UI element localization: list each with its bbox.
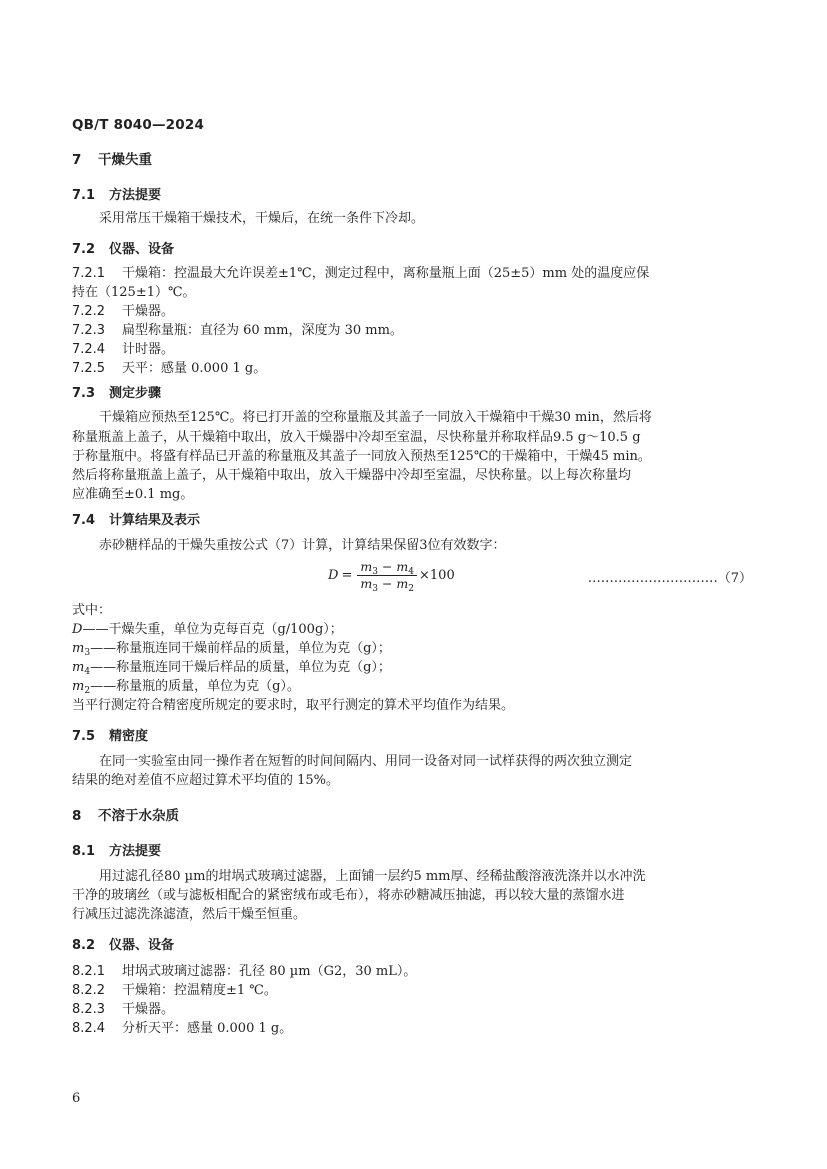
subsection-7-4-heading <box>72 511 752 531</box>
formula-symbol: m <box>396 575 409 591</box>
subsection-title: 计算结果及表示 <box>109 512 201 528</box>
subsection-title: 方法提要 <box>109 844 162 860</box>
clause-number: 8.2.1 <box>72 964 106 980</box>
formula-symbol: m <box>360 575 373 591</box>
section-7-heading <box>72 150 752 170</box>
subsection-number: 7.3 <box>72 386 96 402</box>
subsection-number: 7.2 <box>72 242 96 258</box>
definition-symbol: m <box>72 659 85 675</box>
standard-code: QB/T 8040—2024 <box>72 117 205 133</box>
clause-7-2-1 <box>72 264 752 283</box>
clause-text: 天平：感量 0.000 1 g。 <box>122 361 267 377</box>
subsection-7-5-heading <box>72 727 752 747</box>
paragraph-line: 在同一实验室由同一操作者在短暂的时间间隔内、用同一设备对同一试样获得的两次独立测定 <box>99 753 633 769</box>
definition-symbol: m <box>72 640 85 656</box>
subsection-number: 7.4 <box>72 512 96 528</box>
formula-block <box>72 557 752 597</box>
subscript: 2 <box>408 583 415 594</box>
clause-number: 7.2.3 <box>72 323 106 339</box>
definition-item <box>72 658 752 677</box>
definition-symbol: m <box>72 678 85 694</box>
definition-item <box>72 639 752 658</box>
clause-text: 干燥器。 <box>122 304 175 320</box>
formula-operator: − <box>381 558 393 574</box>
clause-text: 坩埚式玻璃过滤器：孔径 80 µm（G2，30 mL）。 <box>122 964 417 980</box>
definition-symbol: D <box>72 621 83 637</box>
paragraph-line: 干净的玻璃丝（或与滤板相配合的紧密绒布或毛布），将赤砂糖减压抽滤，再以较大量的蒸馏水进 <box>72 888 625 904</box>
subsection-number: 7.5 <box>72 728 96 744</box>
paragraph-line: 行减压过滤洗涤滤渣，然后干燥至恒重。 <box>72 907 307 923</box>
page-content <box>72 150 752 1038</box>
section-title: 干燥失重 <box>98 152 152 168</box>
definition-text: ——称量瓶连同干燥前样品的质量，单位为克（g）； <box>90 640 391 656</box>
clause-8-2-3 <box>72 1000 752 1019</box>
paragraph: 采用常压干燥箱干燥技术，干燥后，在统一条件下冷却。 <box>99 211 425 226</box>
clause-7-2-5 <box>72 359 752 378</box>
clause-number: 8.2.3 <box>72 1002 106 1018</box>
where-label: 式中： <box>72 602 112 618</box>
clause-continuation: 持在（125±1）℃。 <box>72 285 196 301</box>
clause-number: 7.2.4 <box>72 342 106 358</box>
subscript: 2 <box>84 685 91 696</box>
subsection-title: 精密度 <box>109 728 149 744</box>
section-title: 不溶于水杂质 <box>98 808 179 825</box>
clause-8-2-2 <box>72 981 752 1000</box>
paragraph-line: 于称量瓶中。将盛有样品已开盖的称量瓶及其盖子一同放入预热至125℃的干燥箱中，干燥45 min。 <box>72 448 651 464</box>
page-number: 6 <box>72 1091 81 1106</box>
formula-multiplier: ×100 <box>419 567 455 583</box>
definition-text: ——称量瓶的质量，单位为克（g）。 <box>90 678 300 694</box>
numerator <box>357 559 417 576</box>
paragraph-line: 用过滤孔径80 µm的坩埚式玻璃过滤器，上面铺一层约5 mm厚、经稀盐酸溶液洗涤并以水冲洗 <box>99 869 646 885</box>
clause-number: 8.2.2 <box>72 983 106 999</box>
subscript: 3 <box>372 583 378 594</box>
definition-text: ——称量瓶连同干燥后样品的质量，单位为克（g）； <box>90 659 391 675</box>
subsection-title: 仪器、设备 <box>109 938 175 954</box>
clause-text: 计时器。 <box>122 342 175 358</box>
subscript: 4 <box>408 566 415 577</box>
clause-number: 7.2.2 <box>72 304 106 320</box>
subsection-title: 测定步骤 <box>109 386 162 402</box>
clause-7-2-2 <box>72 302 752 321</box>
paragraph-line: 应准确至±0.1 mg。 <box>72 486 194 502</box>
formula-operator: = <box>341 567 353 583</box>
paragraph-line: 然后将称量瓶盖上盖子，从干燥箱中取出，放入干燥器中冷却至室温，尽快称量。以上每次称量均 <box>72 467 632 483</box>
formula-symbol: m <box>396 558 409 574</box>
paragraph: 赤砂糖样品的干燥失重按公式（7）计算，计算结果保留3位有效数字： <box>99 537 506 553</box>
subsection-7-3-heading <box>72 384 752 404</box>
formula-symbol: m <box>360 558 373 574</box>
subsection-title: 方法提要 <box>109 188 162 203</box>
subsection-7-1-heading <box>72 186 752 206</box>
subscript: 3 <box>372 566 378 577</box>
clause-8-2-4 <box>72 1019 752 1038</box>
paragraph-line: 称量瓶盖上盖子，从干燥箱中取出，放入干燥器中冷却至室温，尽快称量并称取样品9.5 g～10.5 g <box>72 429 641 445</box>
subscript: 4 <box>84 666 91 677</box>
formula-symbol: D <box>328 567 339 583</box>
subsection-8-1-heading <box>72 842 752 862</box>
clause-number: 7.2.5 <box>72 361 106 377</box>
fraction <box>357 559 417 592</box>
formula-operator: − <box>381 575 393 591</box>
section-8-heading <box>72 806 752 826</box>
definition-item <box>72 677 752 696</box>
clause-text: 干燥器。 <box>122 1002 175 1018</box>
subsection-title: 仪器、设备 <box>109 242 175 258</box>
subscript: 3 <box>84 647 91 658</box>
clause-text: 干燥箱：控温精度±1 ℃。 <box>122 983 277 999</box>
definition-item <box>72 620 752 639</box>
subsection-number: 8.1 <box>72 844 96 860</box>
section-number: 7 <box>72 152 82 168</box>
paragraph-line: 干燥箱应预热至125℃。将已打开盖的空称量瓶及其盖子一同放入干燥箱中干燥30 min，然后将 <box>99 410 652 426</box>
denominator <box>357 576 417 592</box>
section-number: 8 <box>72 808 82 825</box>
formula <box>328 559 455 592</box>
definition-text: ——干燥失重，单位为克每百克（g/100g）； <box>82 621 343 637</box>
clause-number: 8.2.4 <box>72 1021 106 1037</box>
clause-number: 7.2.1 <box>72 266 106 282</box>
subsection-7-2-heading <box>72 240 752 260</box>
equation-number: …………………………（7） <box>587 570 752 586</box>
result-statement: 当平行测定符合精密度所规定的要求时，取平行测定的算术平均值作为结果。 <box>72 697 515 713</box>
clause-7-2-3 <box>72 321 752 340</box>
clause-text: 干燥箱：控温最大允许误差±1℃，测定过程中，离称量瓶上面（25±5）mm 处的温度应保 <box>122 266 650 282</box>
clause-8-2-1 <box>72 962 752 981</box>
subsection-number: 8.2 <box>72 938 96 954</box>
paragraph-line: 结果的绝对差值不应超过算术平均值的 15%。 <box>72 773 340 789</box>
clause-text: 分析天平：感量 0.000 1 g。 <box>122 1021 293 1037</box>
clause-text: 扁型称量瓶：直径为 60 mm，深度为 30 mm。 <box>122 323 403 339</box>
clause-7-2-4 <box>72 340 752 359</box>
subsection-number: 7.1 <box>72 188 96 203</box>
subsection-8-2-heading <box>72 936 752 956</box>
